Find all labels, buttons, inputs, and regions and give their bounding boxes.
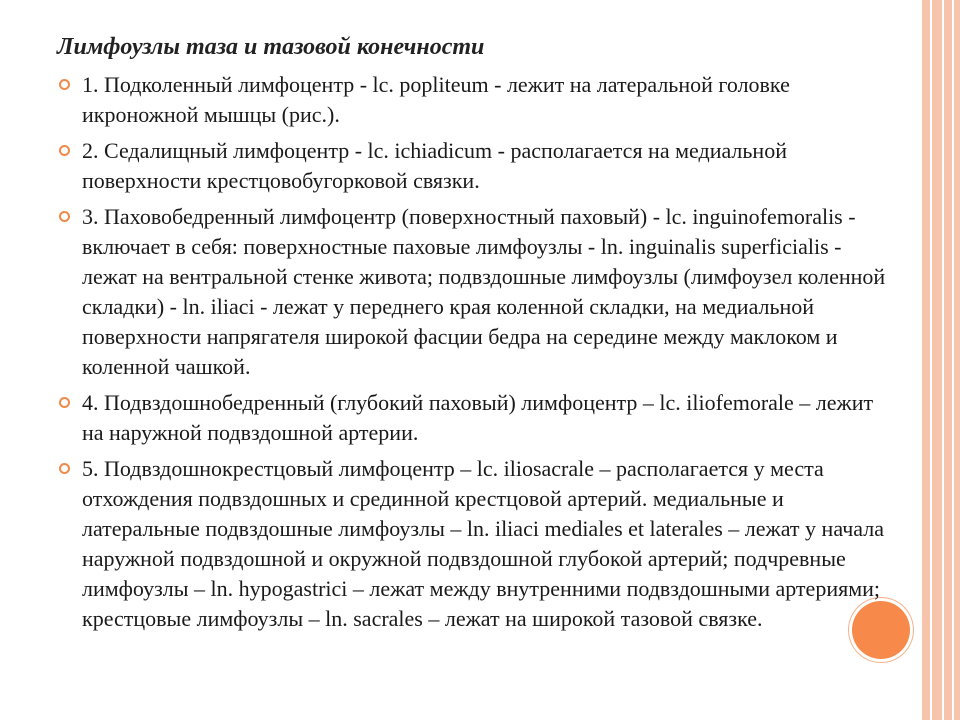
- decorative-right-border: [922, 0, 960, 720]
- bullet-circle-icon: [59, 397, 70, 408]
- list-item: [57, 70, 887, 130]
- list-item-text: 3. Паховобедренный лимфоцентр (поверхностный паховый) - lc. inguinofemoralis - включает в себя: поверхностные паховые лимфоузлы - ln. inguinalis superficialis - лежат на вентральной стенке живота; подвздошные лимфоузлы (лимфоузел коленной складки) - ln. iliaci - лежат у переднего края коленной складки, на медиальной поверхности напрягателя широкой фасции бедра на середине между маклоком и коленной чашкой.: [82, 204, 886, 379]
- list-item: [57, 388, 887, 448]
- bullet-circle-icon: [59, 211, 70, 222]
- list-item: [57, 136, 887, 196]
- list-item-text: 2. Седалищный лимфоцентр - lc. ichiadicum - располагается на медиальной поверхности крестцовобугорковой связки.: [82, 138, 787, 193]
- bullet-circle-icon: [59, 463, 70, 474]
- bullet-circle-icon: [59, 79, 70, 90]
- list-item: [57, 202, 887, 382]
- slide-title: Лимфоузлы таза и тазовой конечности: [57, 34, 485, 60]
- list-item-text: 5. Подвздошнокрестцовый лимфоцентр – lc. iliosacrale – располагается у места отхождения подвздошных и срединной крестцовой артерий. медиальные и латеральные подвздошные лимфоузлы – ln. iliaci mediales et laterales – лежат у начала наружной подвздошной и окружной подвздошной глубокой артерий; подчревные лимфоузлы – ln. hypogastrici – лежат между внутренними подвздошными артериями; крестцовые лимфоузлы – ln. sacrales – лежат на широкой тазовой связке.: [82, 456, 884, 631]
- bullet-circle-icon: [59, 145, 70, 156]
- list-item: [57, 454, 887, 634]
- border-stripe: [942, 0, 944, 720]
- slide-content: [57, 30, 887, 640]
- list-item-text: 4. Подвздошнобедренный (глубокий паховый) лимфоцентр – lc. iliofemorale – лежит на наружной подвздошной артерии.: [82, 390, 874, 445]
- list-item-text: 1. Подколенный лимфоцентр - lc. popliteum - лежит на латеральной головке икроножной мышцы (рис.).: [82, 72, 790, 127]
- bullet-list: [57, 70, 887, 634]
- border-stripe: [930, 0, 932, 720]
- border-stripe: [952, 0, 954, 720]
